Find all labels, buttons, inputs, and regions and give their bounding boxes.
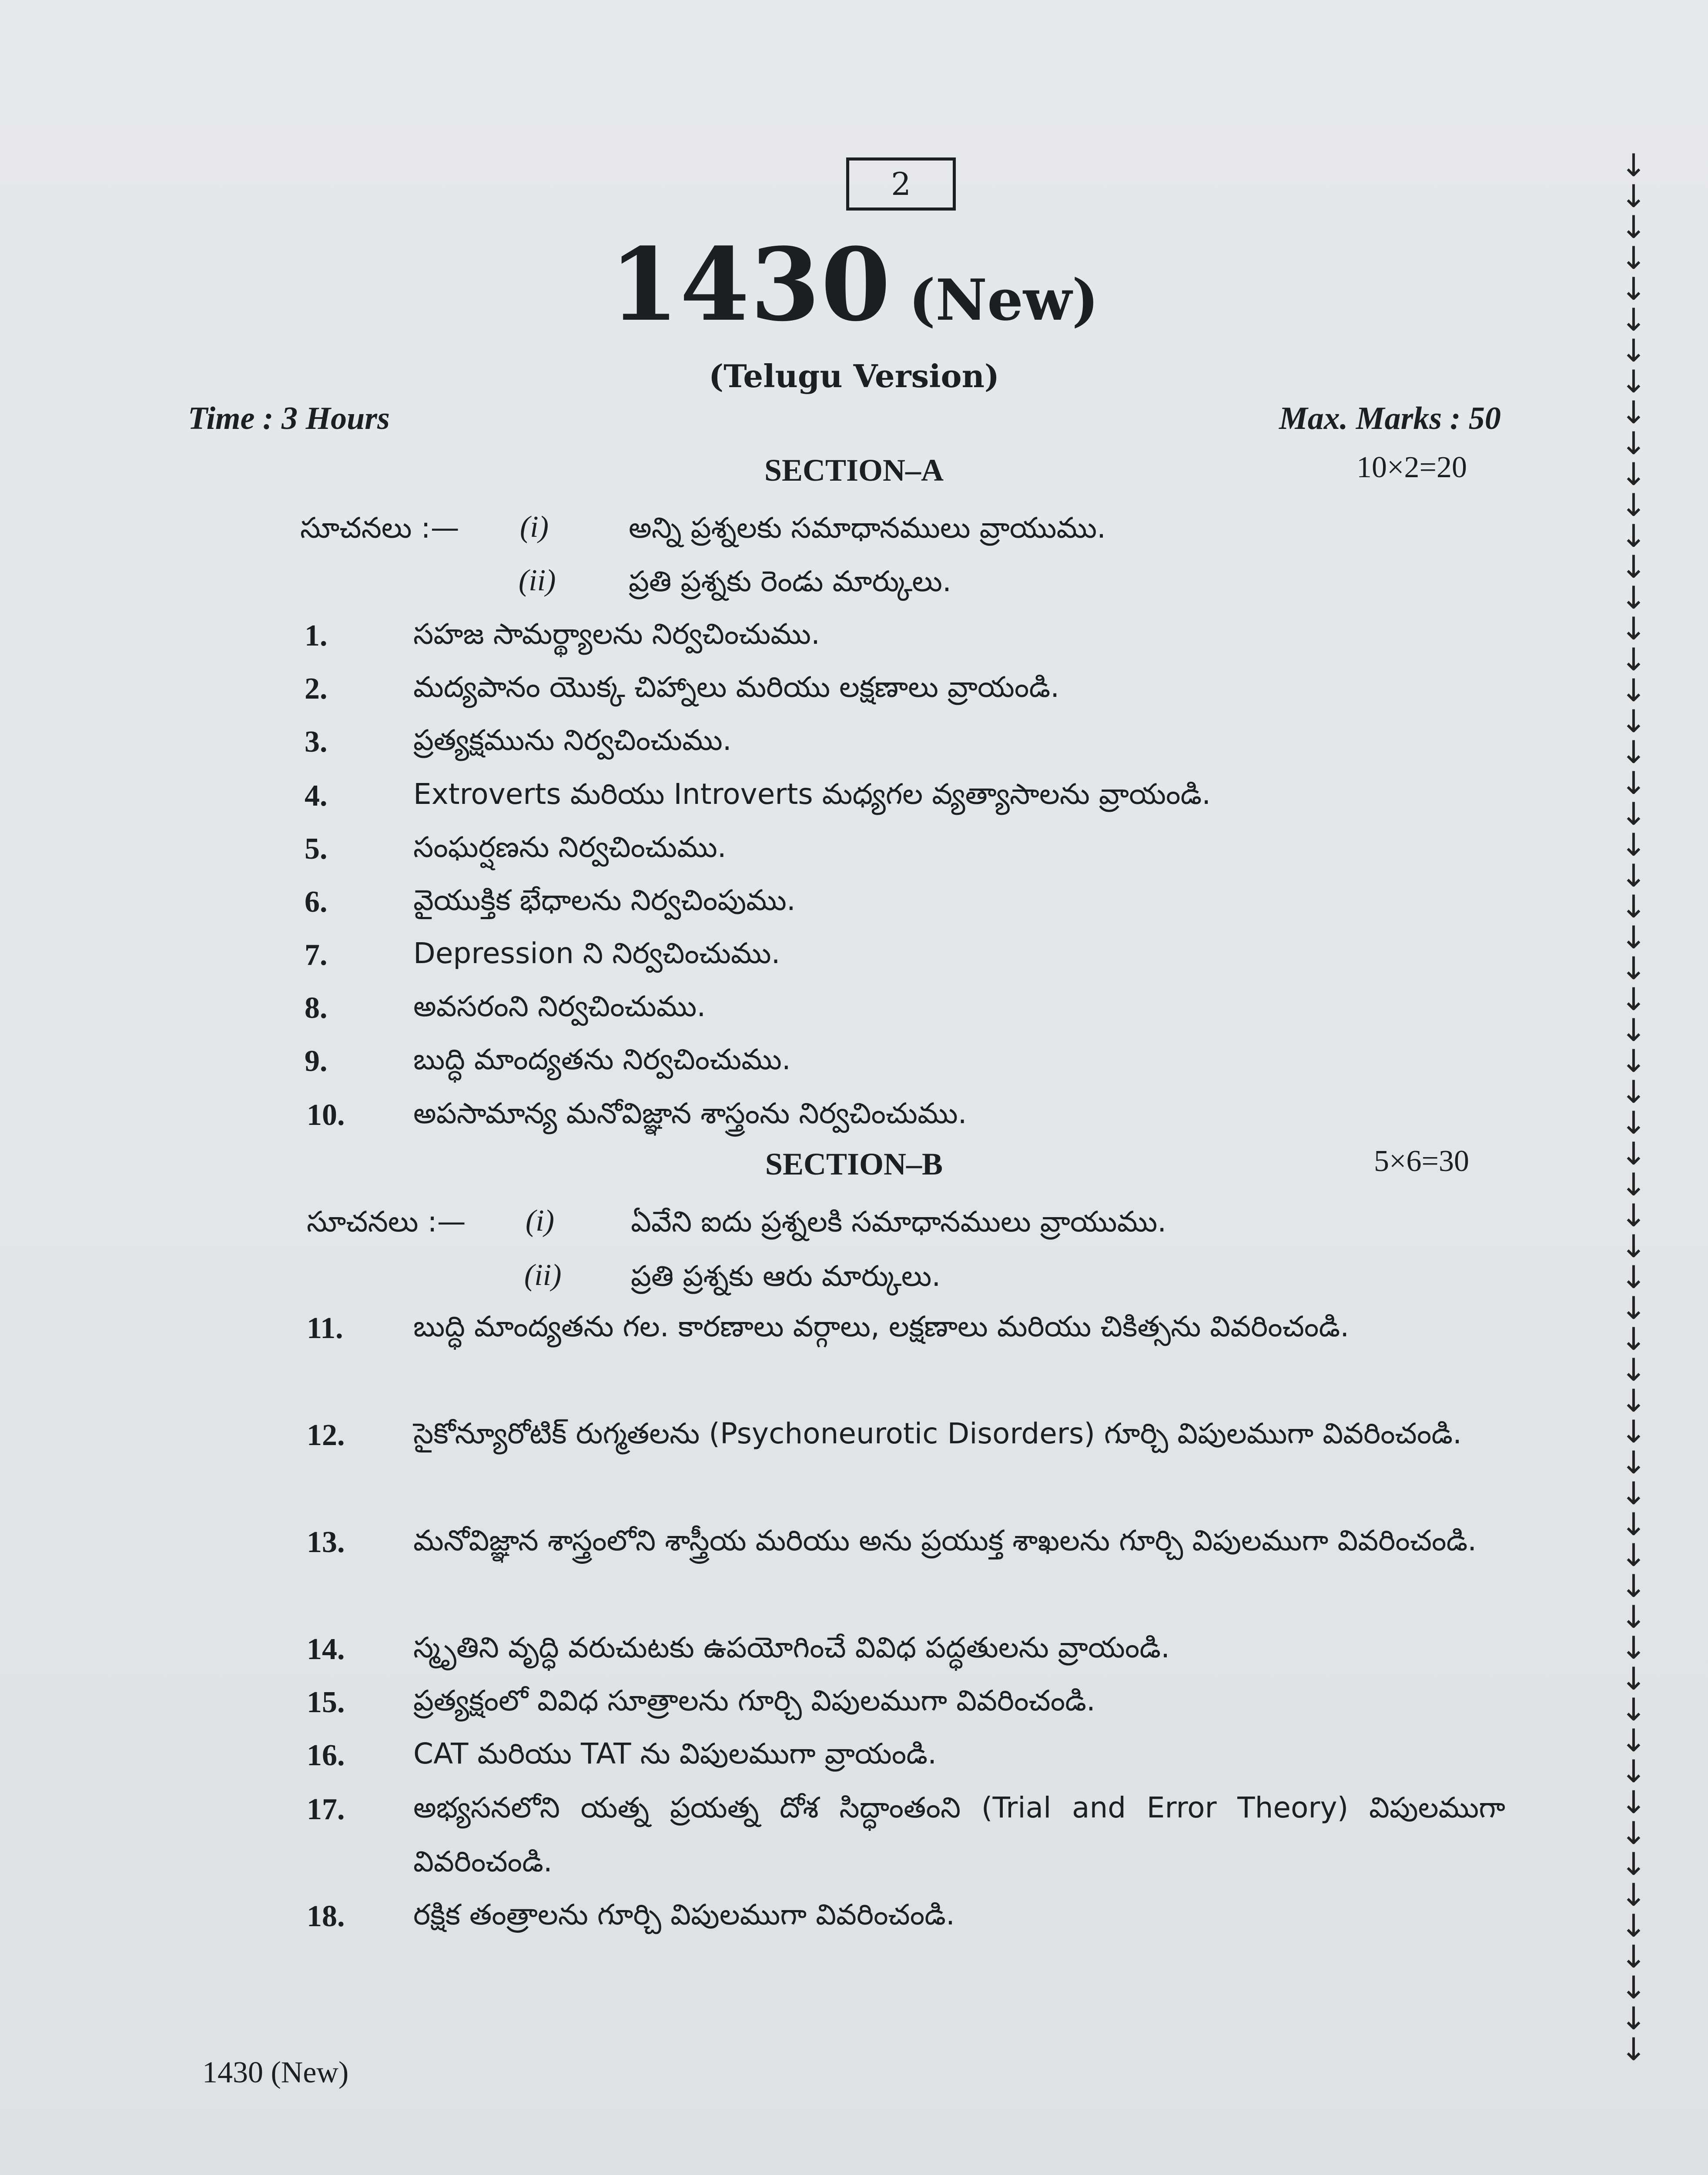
question-text: అభ్యసనలోని యత్న ప్రయత్న దోశ సిద్ధాంతంని (Trial and Error Theory) విపులముగా వివరించండి.	[413, 1791, 1505, 1878]
margin-arrow: ↓	[1620, 147, 1647, 184]
footer-paper-code: 1430 (New)	[202, 2056, 349, 2089]
margin-arrow: ↓	[1620, 209, 1647, 245]
margin-arrow: ↓	[1620, 487, 1647, 523]
question-text: సహజ సామర్థ్యాలను నిర్వచించుము.	[413, 617, 820, 651]
margin-arrow: ↓	[1620, 826, 1647, 863]
margin-arrow: ↓	[1620, 240, 1647, 276]
margin-arrow: ↓	[1620, 1166, 1647, 1203]
section-a-title: SECTION–A	[764, 453, 944, 488]
margin-arrow: ↓	[1620, 1506, 1647, 1543]
question-text: ప్రత్యక్షమును నిర్వచించుము.	[413, 723, 732, 757]
section-a-note-text: ప్రతి ప్రశ్నకు రెండు మార్కులు.	[629, 565, 951, 598]
margin-arrow: ↓	[1620, 1846, 1647, 1882]
max-marks-label: Max. Marks : 50	[1279, 401, 1501, 436]
margin-arrow: ↓	[1620, 1568, 1647, 1604]
margin-arrow: ↓	[1620, 1537, 1647, 1573]
paper-suffix: (New)	[908, 267, 1099, 333]
question-text: Depression ని నిర్వచించుము.	[413, 937, 780, 970]
question-text: CAT మరియు TAT ను విపులముగా వ్రాయండి.	[413, 1737, 937, 1770]
margin-arrow: ↓	[1620, 950, 1647, 987]
question-number: 9.	[305, 1044, 328, 1078]
section-a-note-num: (i)	[520, 510, 549, 544]
margin-arrow: ↓	[1620, 271, 1647, 307]
question-number: 3.	[305, 725, 328, 759]
margin-arrow: ↓	[1620, 1475, 1647, 1512]
margin-arrow: ↓	[1620, 1753, 1647, 1790]
margin-arrow: ↓	[1620, 456, 1647, 492]
margin-arrow: ↓	[1620, 1382, 1647, 1419]
margin-arrow: ↓	[1620, 363, 1647, 400]
time-label: Time : 3 Hours	[188, 401, 390, 436]
margin-arrow: ↓	[1620, 1290, 1647, 1326]
margin-arrow: ↓	[1620, 1877, 1647, 1913]
section-b-note-text: ప్రతి ప్రశ్నకు ఆరు మార్కులు.	[631, 1259, 941, 1293]
question-text: స్మృతిని వృద్ధి వరుచుటకు ఉపయోగించే వివిధ పద్ధతులను వ్రాయండి.	[413, 1631, 1170, 1664]
margin-arrow: ↓	[1620, 981, 1647, 1017]
margin-arrow: ↓	[1620, 1074, 1647, 1110]
margin-arrow: ↓	[1620, 1599, 1647, 1635]
margin-arrow: ↓	[1620, 579, 1647, 616]
question-text: మద్యపానం యొక్క చిహ్నాలు మరియు లక్షణాలు వ్రాయండి.	[413, 670, 1060, 704]
section-b-marks: 5×6=30	[1374, 1144, 1469, 1178]
margin-arrow: ↓	[1620, 1815, 1647, 1851]
question-number: 12.	[307, 1419, 345, 1452]
section-a-marks: 10×2=20	[1356, 451, 1467, 484]
margin-arrow: ↓	[1620, 1691, 1647, 1728]
margin-arrow: ↓	[1620, 1660, 1647, 1697]
margin-arrow: ↓	[1620, 672, 1647, 709]
question-text: వైయుక్తిక భేధాలను నిర్వచింపుము.	[413, 883, 796, 917]
section-b-note-text: ఏవేని ఐదు ప్రశ్నలకి సమాధానములు వ్రాయుము.	[631, 1205, 1167, 1238]
margin-arrow: ↓	[1620, 1012, 1647, 1048]
margin-arrow: ↓	[1620, 765, 1647, 801]
question-number: 8.	[305, 991, 328, 1025]
margin-arrow: ↓	[1620, 1321, 1647, 1357]
question-text: ప్రత్యక్షంలో వివిధ సూత్రాలను గూర్చి విపులముగా వివరించండి.	[413, 1684, 1095, 1717]
margin-arrow: ↓	[1620, 919, 1647, 956]
question-text: Extroverts మరియు Introverts మధ్యగల వ్యత్యాసాలను వ్రాయండి.	[413, 777, 1211, 811]
section-a-notes-label: సూచనలు :—	[300, 511, 459, 545]
version-label: (Telugu Version)	[709, 358, 999, 395]
question-text: బుద్ధి మాంద్యతను గల. కారణాలు వర్గాలు, లక్షణాలు మరియు చికిత్సను వివరించండి.	[413, 1310, 1350, 1343]
question-number: 5.	[305, 832, 328, 866]
margin-arrow: ↓	[1620, 1907, 1647, 1944]
question-text: బుద్ధి మాంద్యతను నిర్వచించుము.	[413, 1043, 791, 1076]
margin-arrow: ↓	[1620, 703, 1647, 740]
margin-arrow: ↓	[1620, 1444, 1647, 1481]
margin-arrow: ↓	[1620, 1352, 1647, 1388]
margin-arrow: ↓	[1620, 1630, 1647, 1666]
margin-arrow: ↓	[1620, 2000, 1647, 2037]
section-b-title: SECTION–B	[765, 1147, 943, 1181]
question-text: అపసామాన్య మనోవిజ్ఞాన శాస్త్రంను నిర్వచించుము.	[413, 1097, 967, 1130]
margin-arrow: ↓	[1620, 641, 1647, 678]
margin-arrow: ↓	[1620, 734, 1647, 770]
question-number: 18.	[307, 1900, 345, 1933]
margin-arrow: ↓	[1620, 2031, 1647, 2068]
margin-arrow: ↓	[1620, 1722, 1647, 1759]
question-text: సైకోన్యూరోటిక్ రుగ్మతలను (Psychoneurotic Disorders) గూర్చి విపులముగా వివరించండి.	[413, 1417, 1462, 1450]
question-number: 4.	[305, 779, 328, 813]
question-number: 6.	[305, 885, 328, 919]
margin-arrow: ↓	[1620, 1197, 1647, 1234]
margin-arrow: ↓	[1620, 610, 1647, 647]
margin-arrow: ↓	[1620, 178, 1647, 214]
page-number-box: 2	[846, 157, 956, 211]
paper-title	[0, 226, 1708, 344]
section-b-note-num: (ii)	[524, 1258, 562, 1292]
margin-arrow: ↓	[1620, 1043, 1647, 1079]
margin-arrow: ↓	[1620, 1259, 1647, 1295]
question-text: సంఘర్షణను నిర్వచించుము.	[413, 830, 727, 864]
margin-arrow: ↓	[1620, 1784, 1647, 1820]
section-a-note-text: అన్ని ప్రశ్నలకు సమాధానములు వ్రాయుము.	[629, 511, 1106, 545]
margin-arrow: ↓	[1620, 394, 1647, 431]
margin-arrow: ↓	[1620, 1413, 1647, 1450]
question-number: 7.	[305, 938, 328, 972]
question-number: 16.	[307, 1739, 345, 1772]
margin-arrow: ↓	[1620, 301, 1647, 338]
margin-arrow: ↓	[1620, 1104, 1647, 1141]
margin-arrow: ↓	[1620, 1135, 1647, 1172]
margin-arrow: ↓	[1620, 1228, 1647, 1265]
question-text: రక్షిక తంత్రాలను గూర్చి విపులముగా వివరించండి.	[413, 1898, 955, 1931]
question-number: 11.	[307, 1312, 343, 1345]
question-number: 2.	[305, 672, 328, 706]
question-number: 15.	[307, 1686, 345, 1719]
margin-arrow: ↓	[1620, 857, 1647, 894]
margin-arrow: ↓	[1620, 1938, 1647, 1975]
section-b-notes-label: సూచనలు :—	[307, 1205, 466, 1238]
margin-arrow: ↓	[1620, 888, 1647, 925]
margin-arrow: ↓	[1620, 332, 1647, 369]
question-text: మనోవిజ్ఞాన శాస్త్రంలోని శాస్త్రీయ మరియు అను ప్రయుక్త శాఖలను గూర్చి విపులముగా వివరించండి.	[413, 1524, 1477, 1557]
paper-code: 1430	[609, 226, 891, 344]
section-b-note-num: (i)	[526, 1204, 555, 1238]
question-number: 17.	[307, 1793, 345, 1826]
question-text: అవసరంని నిర్వచించుము.	[413, 990, 706, 1023]
section-a-note-num: (ii)	[519, 564, 556, 597]
margin-arrow: ↓	[1620, 1969, 1647, 2006]
question-number: 14.	[307, 1633, 345, 1666]
question-number: 13.	[307, 1526, 345, 1559]
margin-arrow: ↓	[1620, 796, 1647, 832]
margin-arrow-column	[1616, 147, 1651, 2068]
margin-arrow: ↓	[1620, 549, 1647, 585]
question-number: 10.	[307, 1098, 345, 1132]
margin-arrow: ↓	[1620, 518, 1647, 554]
question-number: 1.	[305, 619, 328, 652]
margin-arrow: ↓	[1620, 425, 1647, 462]
